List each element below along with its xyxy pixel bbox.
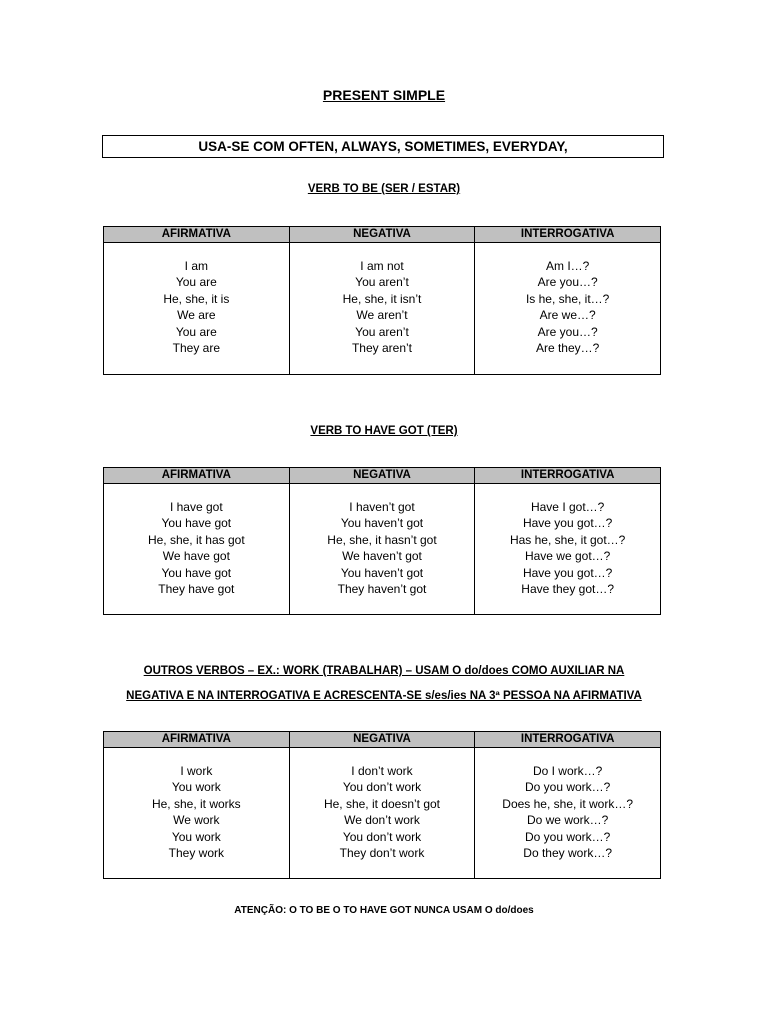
conjugation-line: Have we got…?	[524, 549, 611, 564]
conjugation-line: He, she, it hasn’t got	[327, 532, 437, 547]
conjugation-line: You are	[175, 324, 217, 339]
conjugation-line: He, she, it is	[163, 291, 230, 306]
conjugation-line: We have got	[162, 549, 230, 564]
conjugation-line: Do they work…?	[523, 846, 612, 861]
section-heading-have-got: VERB TO HAVE GOT (TER)	[310, 425, 458, 437]
conjugation-line: You have got	[161, 516, 232, 531]
conjugation-table-have-got	[103, 467, 661, 615]
negativa-cell	[289, 484, 475, 615]
conjugation-line: Do we work…?	[526, 813, 609, 828]
conjugation-line: Has he, she, it got…?	[509, 532, 626, 547]
conjugation-line: They work	[168, 846, 224, 861]
conjugation-line: Have you got…?	[522, 565, 613, 580]
interrogativa-cell	[475, 484, 661, 615]
conjugation-line: Is he, she, it…?	[525, 291, 610, 306]
conjugation-line: You haven’t got	[340, 516, 424, 531]
interrogativa-cell	[475, 748, 661, 879]
conjugation-line: Are they…?	[535, 341, 600, 356]
conjugation-line: He, she, it works	[151, 796, 241, 811]
conjugation-line: They don’t work	[339, 846, 425, 861]
conjugation-line: Are you…?	[537, 275, 598, 290]
interrogativa-cell	[475, 243, 661, 375]
warning-note: ATENÇÃO: O TO BE O TO HAVE GOT NUNCA USAM O do/does	[234, 905, 534, 916]
conjugation-line: Have they got…?	[521, 582, 615, 597]
column-header-afirmativa: AFIRMATIVA	[104, 468, 290, 484]
conjugation-line: Do you work…?	[524, 829, 611, 844]
afirmativa-cell	[104, 243, 290, 375]
section-heading-other-verbs-line1: OUTROS VERBOS – EX.: WORK (TRABALHAR) – USAM O do/does COMO AUXILIAR NA	[143, 665, 625, 677]
conjugation-line: You are	[175, 275, 217, 290]
negativa-cell	[289, 243, 475, 375]
negativa-cell	[289, 748, 475, 879]
conjugation-line: We work	[173, 813, 220, 828]
conjugation-line: Have you got…?	[522, 516, 613, 531]
column-header-negativa: NEGATIVA	[289, 227, 475, 243]
conjugation-line: They have got	[158, 582, 235, 597]
column-header-interrogativa: INTERROGATIVA	[475, 468, 661, 484]
conjugation-line: We aren’t	[356, 308, 408, 323]
conjugation-line: You don’t work	[342, 829, 422, 844]
column-header-negativa: NEGATIVA	[289, 468, 475, 484]
conjugation-line: I haven’t got	[349, 500, 415, 514]
conjugation-line: You aren’t	[355, 324, 409, 339]
conjugation-line: You work	[171, 780, 221, 795]
conjugation-line: You have got	[161, 565, 232, 580]
afirmativa-cell	[104, 484, 290, 615]
column-header-afirmativa: AFIRMATIVA	[104, 227, 290, 243]
conjugation-line: We are	[177, 308, 216, 323]
conjugation-line: Am I…?	[545, 259, 590, 273]
column-header-afirmativa: AFIRMATIVA	[104, 732, 290, 748]
conjugation-line: Do you work…?	[524, 780, 611, 795]
conjugation-line: You aren’t	[355, 275, 409, 290]
column-header-interrogativa: INTERROGATIVA	[475, 227, 661, 243]
conjugation-line: Are you…?	[537, 324, 598, 339]
conjugation-line: You don’t work	[342, 780, 422, 795]
conjugation-line: We don’t work	[344, 813, 420, 828]
conjugation-line: Have I got…?	[530, 500, 605, 514]
section-heading-other-verbs-line2: NEGATIVA E NA INTERROGATIVA E ACRESCENTA-SE s/es/ies NA 3ª PESSOA NA AFIRMATIVA	[126, 690, 642, 702]
conjugation-line: You haven’t got	[340, 565, 424, 580]
conjugation-line: They are	[172, 341, 220, 356]
conjugation-line: I have got	[169, 500, 223, 514]
conjugation-table-to-be	[103, 226, 661, 375]
section-heading-to-be: VERB TO BE (SER / ESTAR)	[307, 183, 461, 195]
conjugation-line: You work	[171, 829, 221, 844]
conjugation-line: I don’t work	[351, 764, 413, 778]
conjugation-line: He, she, it doesn’t got	[323, 796, 441, 811]
conjugation-line: I work	[180, 764, 213, 778]
column-header-interrogativa: INTERROGATIVA	[475, 732, 661, 748]
conjugation-line: I am not	[360, 259, 404, 273]
conjugation-line: I am	[184, 259, 208, 273]
conjugation-line: We haven’t got	[342, 549, 422, 564]
page-title: PRESENT SIMPLE	[322, 87, 446, 103]
conjugation-line: Does he, she, it work…?	[502, 796, 634, 811]
afirmativa-cell	[104, 748, 290, 879]
usage-box: USA-SE COM OFTEN, ALWAYS, SOMETIMES, EVERYDAY,	[102, 135, 664, 158]
column-header-negativa: NEGATIVA	[289, 732, 475, 748]
conjugation-line: Are we…?	[539, 308, 596, 323]
conjugation-table-work	[103, 731, 661, 879]
conjugation-line: He, she, it isn’t	[342, 291, 422, 306]
conjugation-line: They aren’t	[351, 341, 412, 356]
conjugation-line: They haven’t got	[337, 582, 427, 597]
conjugation-line: Do I work…?	[532, 764, 603, 778]
conjugation-line: He, she, it has got	[147, 532, 245, 547]
